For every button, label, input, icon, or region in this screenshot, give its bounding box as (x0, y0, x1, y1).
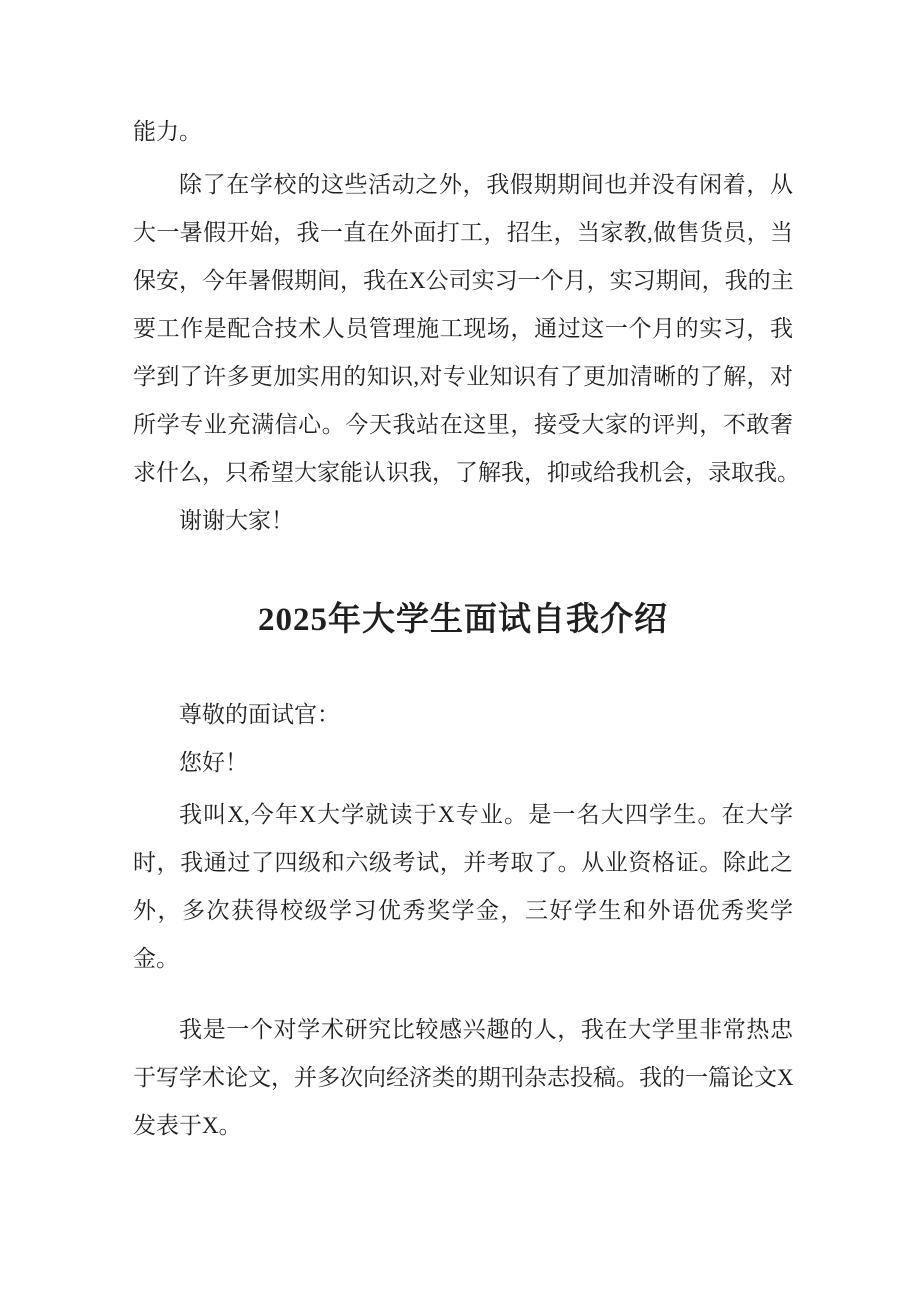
paragraph (133, 739, 793, 787)
text-line: 发表于X。 (133, 1113, 242, 1138)
text-line: 外，多次获得校级学习优秀奖学金，三好学生和外语优秀奖学 (133, 898, 793, 923)
text-line: 保安，今年暑假期间，我在X公司实习一个月，实习期间，我的主 (133, 268, 794, 293)
text-line: 金。 (133, 946, 179, 971)
text-line: 所学专业充满信心。今天我站在这里，接受大家的评判，不敢奢 (133, 412, 793, 437)
paragraph (133, 791, 793, 983)
paragraph (133, 691, 793, 739)
text-line: 我叫X,今年X大学就读于X专业。是一名大四学生。在大学 (179, 802, 793, 827)
text-line: 大一暑假开始，我一直在外面打工，招生，当家教,做售货员，当 (133, 220, 793, 245)
paragraph (133, 108, 793, 156)
text-line: 您好！ (179, 750, 248, 775)
title-text: 2025年大学生面试自我介绍 (258, 602, 668, 638)
text-line: 除了在学校的这些活动之外，我假期期间也并没有闲着，从 (179, 172, 793, 197)
text-line: 能力。 (133, 119, 202, 144)
paragraph (133, 161, 800, 497)
paragraph (133, 1006, 793, 1150)
text-line: 学到了许多更加实用的知识,对专业知识有了更加清晰的了解，对 (133, 364, 793, 389)
document-title (133, 596, 793, 644)
text-line: 尊敬的面试官： (179, 702, 340, 727)
text-line: 我是一个对学术研究比较感兴趣的人，我在大学里非常热忠 (179, 1017, 793, 1042)
text-line: 求什么，只希望大家能认识我，了解我，抑或给我机会，录取我。 (133, 460, 800, 485)
paragraph (133, 497, 793, 545)
text-line: 谢谢大家！ (179, 508, 294, 533)
text-line: 要工作是配合技术人员管理施工现场，通过这一个月的实习，我 (133, 316, 793, 341)
text-line: 于写学术论文，并多次向经济类的期刊杂志投稿。我的一篇论文X (133, 1065, 794, 1090)
text-line: 时，我通过了四级和六级考试，并考取了。从业资格证。除此之 (133, 850, 793, 875)
